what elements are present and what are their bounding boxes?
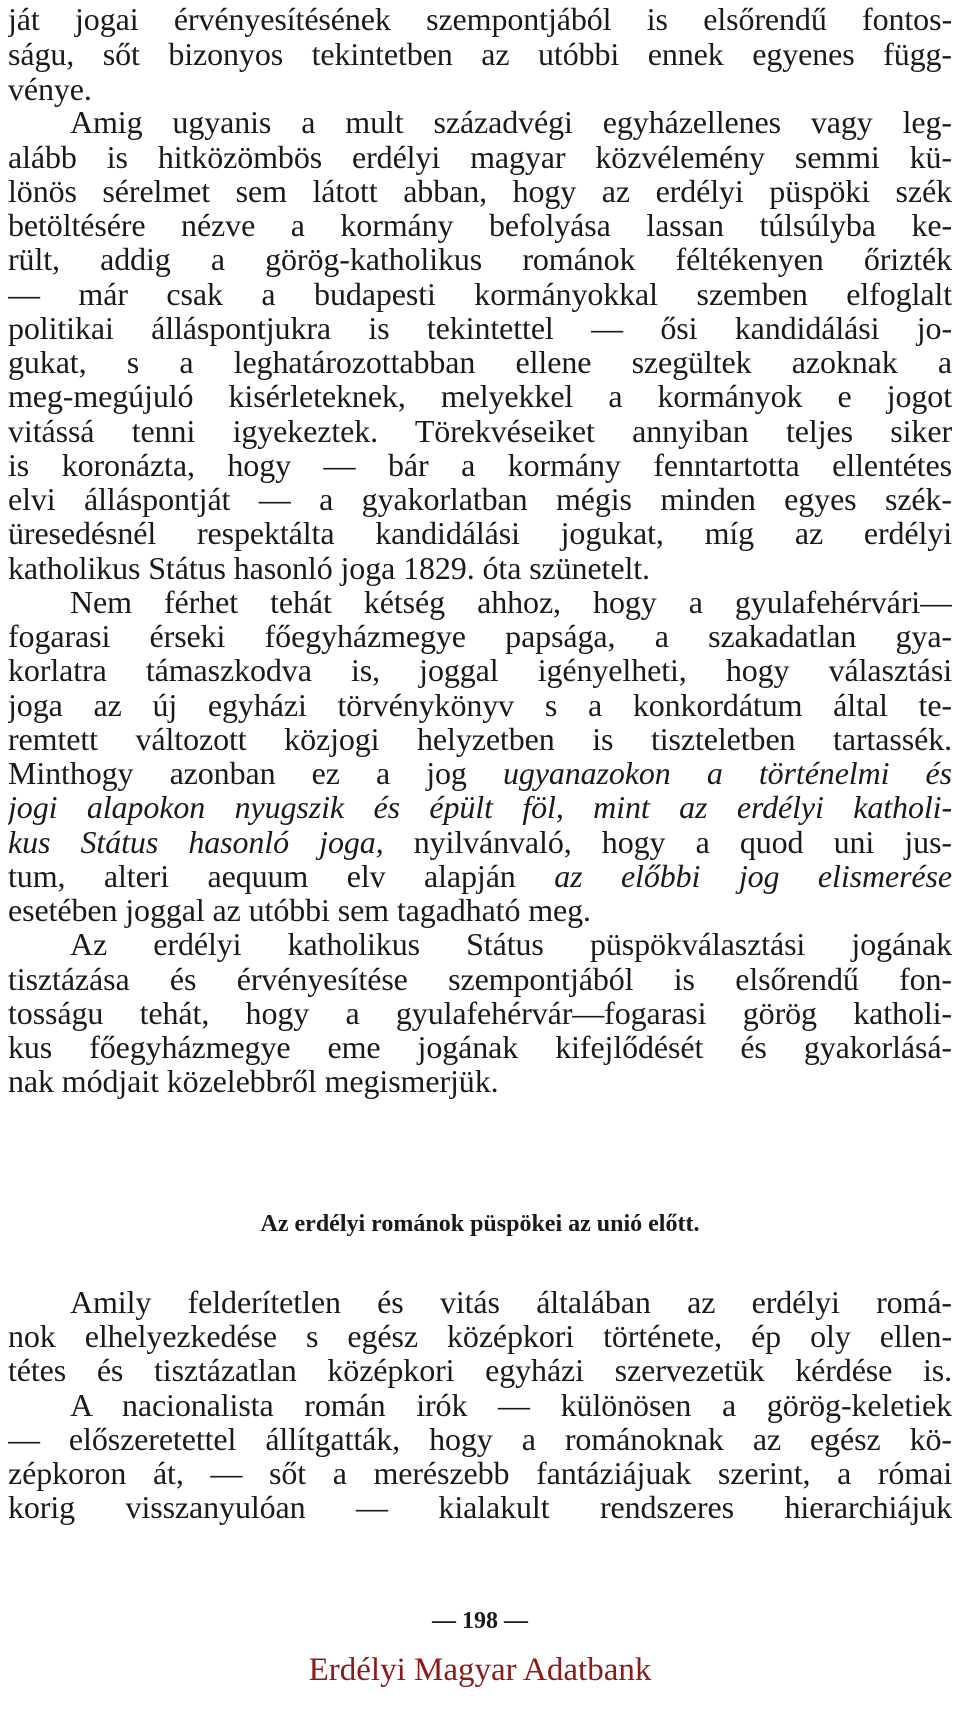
text-line: ját jogai érvényesítésének szempontjából is elsőrendű fontos- <box>8 1 952 37</box>
text-line: korlatra támaszkodva is, joggal igényelheti, hogy választási <box>8 652 952 688</box>
text-line: fogarasi érseki főegyházmegye papsága, a szakadatlan gya- <box>8 618 952 654</box>
text-line <box>8 754 952 792</box>
text-line: nak módjait közelebbről megismerjük. <box>8 1063 499 1099</box>
text-line: alább is hitközömbös erdélyi magyar közvélemény semmi kü- <box>8 139 952 175</box>
text-line: A nacionalista román irók — különösen a görög-keletiek <box>70 1387 952 1423</box>
text-line: zépkoron át, — sőt a merészebb fantáziájuak szerint, a római <box>8 1455 952 1491</box>
italic-segment: kus Státus hasonló joga, <box>8 824 384 860</box>
text-line: esetében joggal az utóbbi sem tagadható meg. <box>8 892 591 928</box>
text-line: Amily felderítetlen és vitás általában az erdélyi romá- <box>70 1284 952 1320</box>
text-line: katholikus Státus hasonló joga 1829. óta szünetelt. <box>8 550 650 586</box>
text-line: tétes és tisztázatlan középkori egyházi szervezetük kérdése is. <box>8 1352 952 1388</box>
page-number: — 198 — <box>432 1608 528 1634</box>
text-segment: tum, alteri aequum elv alapján <box>8 858 555 894</box>
text-line: vitássá tenni igyekeztek. Törekvéseiket annyiban teljes siker <box>8 413 952 449</box>
text-line: betöltésére nézve a kormány befolyása lassan túlsúlyba ke- <box>8 207 952 243</box>
text-line: — előszeretettel állítgatták, hogy a románoknak az egész kö- <box>8 1421 952 1457</box>
text-line: Nem férhet tehát kétség ahhoz, hogy a gyulafehérvári— <box>70 584 952 620</box>
text-line: politikai álláspontjukra is tekintettel — ősi kandidálási jo- <box>8 310 952 346</box>
text-line: tosságu tehát, hogy a gyulafehérvár—fogarasi görög katholi- <box>8 995 952 1031</box>
text-line: Az erdélyi katholikus Státus püspökválasztási jogának <box>70 926 952 962</box>
text-line: tisztázása és érvényesítése szempontjából is elsőrendű fon- <box>8 961 952 997</box>
text-line: gukat, s a leghatározottabban ellene szegültek azoknak a <box>8 344 952 380</box>
text-line <box>8 788 952 826</box>
text-line: vénye. <box>8 71 92 107</box>
text-line <box>8 823 952 861</box>
text-line: lönös sérelmet sem látott abban, hogy az erdélyi püspöki szék <box>8 173 952 209</box>
text-line: Amig ugyanis a mult századvégi egyházellenes vagy leg- <box>70 104 952 140</box>
text-line: — már csak a budapesti kormányokkal szemben elfoglalt <box>8 276 952 312</box>
section-heading: Az erdélyi románok püspökei az unió előtt. <box>260 1211 700 1237</box>
text-line: korig visszanyulóan — kialakult rendszeres hierarchiájuk <box>8 1489 952 1525</box>
italic-segment: ugyanazokon a történelmi és <box>502 755 952 791</box>
text-line: kus főegyházmegye eme jogának kifejlődését és gyakorlásá- <box>8 1029 952 1065</box>
footer-watermark[interactable]: Erdélyi Magyar Adatbank <box>308 1652 652 1688</box>
text-line: is koronázta, hogy — bár a kormány fenntartotta ellentétes <box>8 447 952 483</box>
text-line: ságu, sőt bizonyos tekintetben az utóbbi ennek egyenes függ- <box>8 36 952 72</box>
text-line: nok elhelyezkedése s egész középkori története, ép oly ellen- <box>8 1318 952 1354</box>
text-line: üresedésnél respektálta kandidálási jogukat, míg az erdélyi <box>8 515 952 551</box>
text-line: meg-megújuló kisérleteknek, melyekkel a kormányok e jogot <box>8 378 952 414</box>
text-line: remtett változott közjogi helyzetben is tiszteletben tartassék. <box>8 721 952 757</box>
italic-segment: az előbbi jog elismerése <box>554 858 952 894</box>
text-line <box>8 857 952 895</box>
text-segment: Minthogy azonban ez a jog <box>8 755 503 791</box>
text-line: rült, addig a görög-katholikus románok féltékenyen őrizték <box>8 241 952 277</box>
text-segment: nyilvánvaló, hogy a quod uni jus- <box>383 824 952 860</box>
text-line: elvi álláspontját — a gyakorlatban mégis minden egyes szék- <box>8 481 952 517</box>
italic-segment: jogi alapokon nyugszik és épült föl, mint az erdélyi katholi- <box>8 789 952 825</box>
text-line: joga az új egyházi törvénykönyv s a konkordátum által te- <box>8 687 952 723</box>
